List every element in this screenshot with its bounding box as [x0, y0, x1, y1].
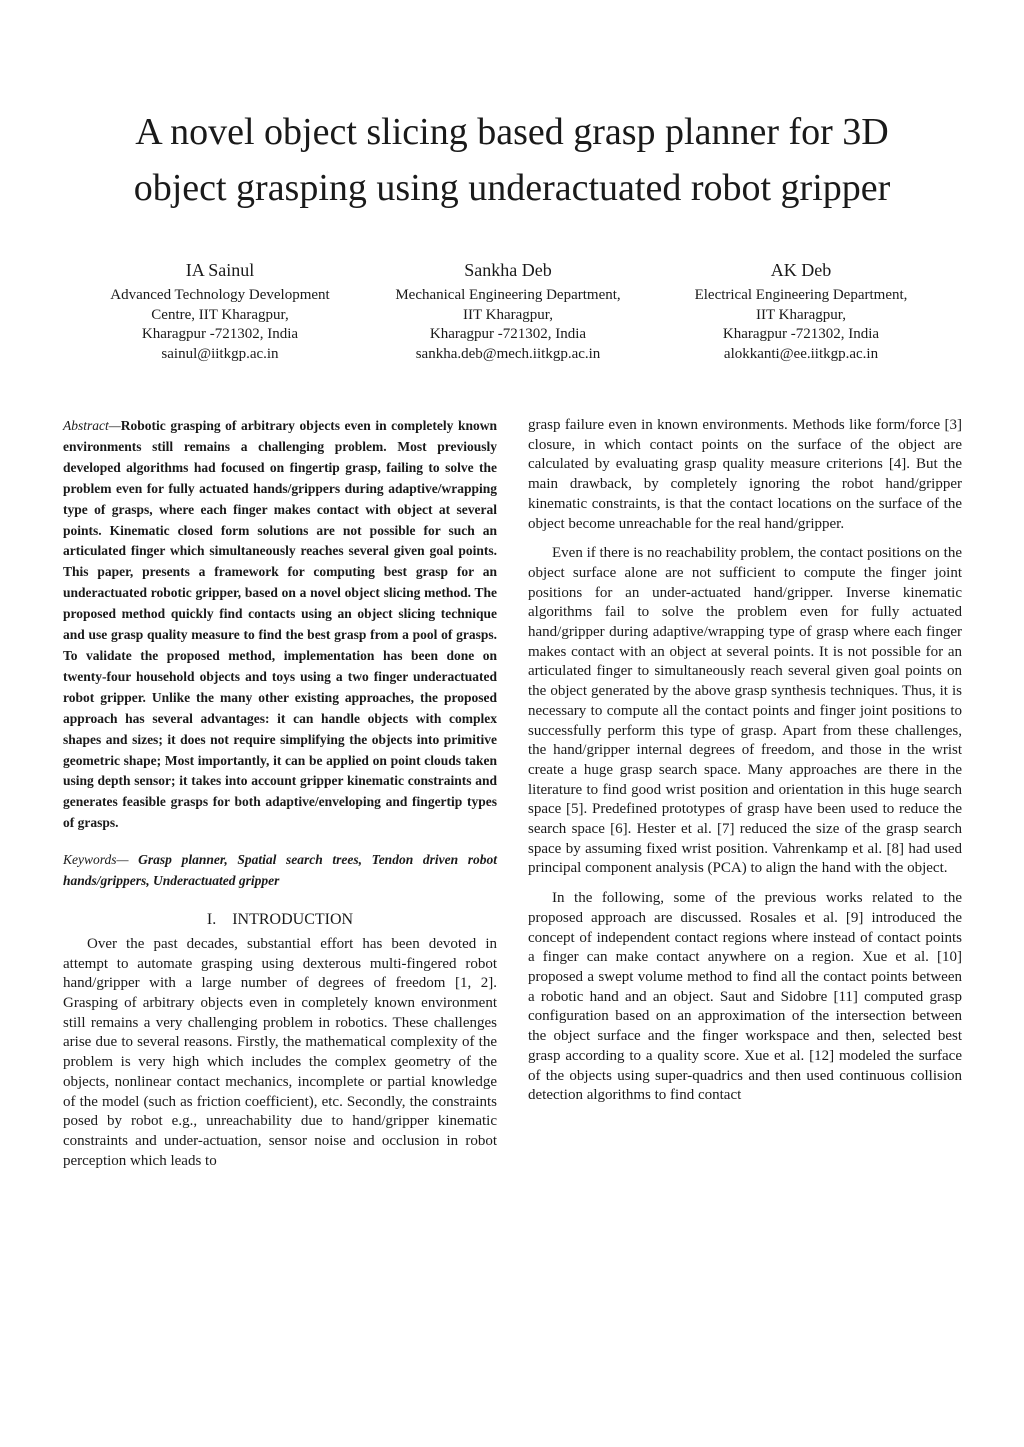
- author-affiliation-line: Kharagpur -721302, India: [429, 326, 587, 343]
- intro-paragraph: Over the past decades, substantial effort has been devoted in attempt to automate grasping using dexterous multi-fingered robot hand/gripper with a large number of degrees of freedom [1, 2]. Grasping of arbitrary objects even in completely known environment still remains a very challenging problem in robotics. These challenges arise due to several reasons. Firstly, the mathematical complexity of the problem is very high which includes the complex geometry of the objects, nonlinear contact mechanics, incomplete or partial knowledge of the model (such as friction coefficient), etc. Secondly, the constraints posed by robot e.g., unreachability due to hand/gripper kinematic constraints and under-actuation, sensor noise and occlusion in robot perception which leads to: [63, 935, 497, 1169]
- author-affiliation-line: Kharagpur -721302, India: [722, 326, 880, 343]
- author-affiliation-line: Advanced Technology Development: [110, 287, 330, 303]
- title-line-2: object grasping using underactuated robot gripper: [133, 167, 891, 209]
- keywords-label: Keywords—: [63, 852, 129, 868]
- keywords-text: Grasp planner, Spatial search trees, Tendon driven robot hands/grippers, Underactuated gripper: [63, 852, 497, 889]
- abstract-text: Robotic grasping of arbitrary objects even in completely known environments still remains a challenging problem. Most previously developed algorithms had focused on fingertip grasp, failing to solve the problem even for fully actuated hands/grippers during adaptive/wrapping type of grasps, where each finger makes contact with object at several points. Kinematic closed form solutions are not possible for such an articulated finger which simultaneously reaches several given goal points. This paper, presents a framework for computing best grasp for an underactuated robotic gripper, based on a novel object slicing method. The proposed method quickly find contacts using an object slicing technique and use grasp quality measure to find the best grasp from a pool of grasps. To validate the proposed method, implementation has been done on twenty-four household objects and toys using a two finger underactuated robot gripper. Unlike the many other existing approaches, the proposed approach has several advantages: it can handle objects with complex shapes and sizes; it does not require simplifying the objects into primitive geometric shape; Most importantly, it can be applied on point clouds taken using depth sensor; it takes into account gripper kinematic constraints and generates feasible grasps for both adaptive/enveloping and fingertip types of grasps.: [63, 418, 497, 831]
- section-number: I.: [206, 910, 217, 928]
- author-email: sankha.deb@mech.iitkgp.ac.in: [415, 345, 601, 362]
- author-affiliation-line: Centre, IIT Kharagpur,: [151, 306, 289, 323]
- introduction-body: [63, 935, 497, 1171]
- body-paragraph-2: Even if there is no reachability problem, the contact positions on the object surface alone are not sufficient to compute the finger joint positions for an under-actuated hand/gripper. Inverse kinematic algorithms fail to solve the problem even for fully actuated hand/gripper during adaptive/wrapping type of grasp where each finger makes contact with an object at several points. It is not possible for an articulated finger to simultaneously reach several given goal points on the object generated by the above grasp synthesis techniques. Thus, it is necessary to compute all the contact points and finger joint positions to successfully perform this type of grasp. Apart from these challenges, the hand/gripper internal degrees of freedom, and those in the wrist create a huge grasp search space. Many approaches are there in the literature to find good wrist position and orientation in this huge search space [5]. Predefined prototypes of grasp have been used to reduce the search space [6]. Hester et al. [7] reduced the size of the grasp search space by assuming fixed wrist position. Vahrenkamp et al. [8] had used principal component analysis (PCA) to align the hand with the object.: [528, 545, 962, 877]
- body-paragraph-1: grasp failure even in known environments. Methods like form/force [3] closure, in which contact points on the surface of the object are calculated by evaluating grasp quality measure criterions [4]. But the main drawback, by completely ignoring the robot hand/gripper kinematic constraints, is that the contact locations on the surface of the object become unreachable for the real hand/gripper.: [528, 417, 962, 532]
- title-line-1: A novel object slicing based grasp planner for 3D: [135, 111, 889, 153]
- author-block-3: [660, 259, 942, 364]
- author-block-1: [60, 259, 380, 364]
- body-paragraph-3: In the following, some of the previous works related to the proposed approach are discussed. Rosales et al. [9] introduced the concept of independent contact regions where instead of contact points a finger can make contact anywhere on a region. Xue et al. [10] proposed a swept volume method to find all the contact points between a robotic hand and an object. Saut and Sidobre [11] computed grasp configuration based on an approximation of the intersection between the object surface and the finger workspace and then, selected best grasp according to a quality score. Xue et al. [12] modeled the surface of the objects using super-quadrics and then used continuous collision detection algorithms to find contact: [528, 890, 962, 1104]
- section-title: INTRODUCTION: [232, 910, 354, 928]
- author-affiliation-line: Electrical Engineering Department,: [694, 287, 908, 303]
- keywords: [63, 850, 497, 892]
- paper-title: [60, 104, 964, 216]
- author-name: Sankha Deb: [464, 260, 552, 280]
- author-name: IA Sainul: [185, 260, 255, 280]
- author-affiliation-line: Kharagpur -721302, India: [141, 326, 299, 343]
- section-heading: [63, 910, 497, 930]
- author-email: sainul@iitkgp.ac.in: [161, 345, 279, 362]
- abstract-label: Abstract—: [63, 418, 121, 433]
- abstract: [63, 416, 497, 834]
- author-email: alokkanti@ee.iitkgp.ac.in: [723, 345, 879, 362]
- right-column: [528, 416, 962, 1106]
- author-block-2: [358, 259, 658, 364]
- author-affiliation-line: IIT Kharagpur,: [756, 306, 846, 323]
- left-column: [63, 416, 497, 1171]
- author-affiliation-line: IIT Kharagpur,: [463, 306, 553, 323]
- author-affiliation-line: Mechanical Engineering Department,: [395, 287, 621, 303]
- author-name: AK Deb: [770, 260, 832, 280]
